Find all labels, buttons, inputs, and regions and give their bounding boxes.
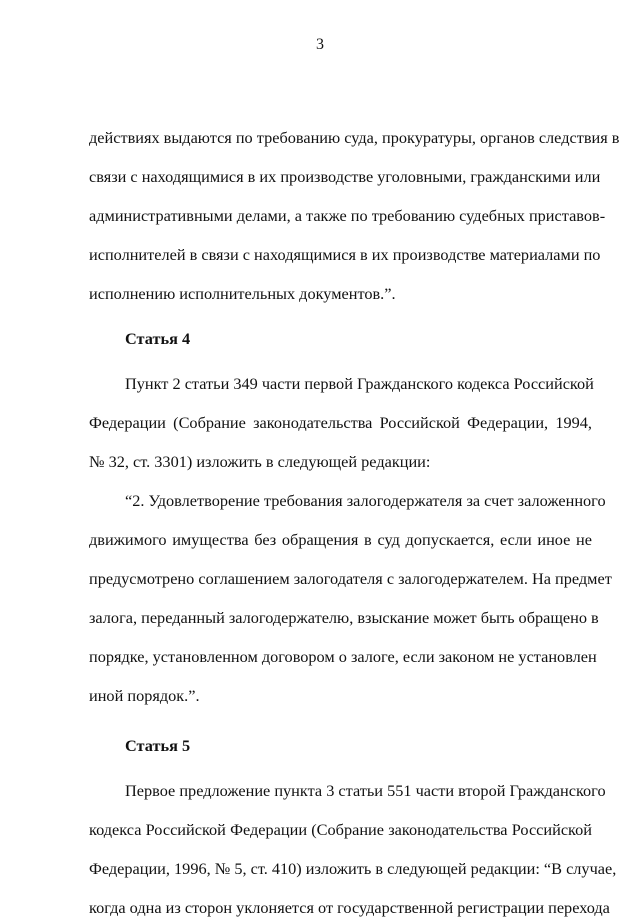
text-line: движимого имущества без обращения в суд допускается, если иное не: [89, 530, 592, 549]
text-line: действиях выдаются по требованию суда, прокуратуры, органов следствия в: [89, 128, 620, 147]
article-heading: Статья 4: [125, 329, 191, 348]
text-line: исполнителей в связи с находящимися в их производстве материалами по: [89, 245, 601, 264]
text-line: “2. Удовлетворение требования залогодержателя за счет заложенного: [125, 491, 606, 510]
article-heading: Статья 5: [125, 736, 191, 755]
text-line: Федерации, 1996, № 5, ст. 410) изложить в следующей редакции: “В случае,: [89, 859, 617, 878]
text-line: Пункт 2 статьи 349 части первой Гражданского кодекса Российской: [125, 374, 594, 393]
text-line: предусмотрено соглашением залогодателя с залогодержателем. На предмет: [89, 569, 612, 588]
text-line: связи с находящимися в их производстве уголовными, гражданскими или: [89, 167, 601, 186]
text-line: порядке, установленном договором о залоге, если законом не установлен: [89, 647, 597, 666]
text-line: кодекса Российской Федерации (Собрание законодательства Российской: [89, 820, 592, 839]
text-line: Федерации (Собрание законодательства Российской Федерации, 1994,: [89, 413, 592, 432]
text-line: исполнению исполнительных документов.”.: [89, 284, 396, 303]
text-line: Первое предложение пункта 3 статьи 551 части второй Гражданского: [125, 781, 606, 800]
text-line: административными делами, а также по требованию судебных приставов-: [89, 206, 606, 225]
text-line: залога, переданный залогодержателю, взыскание может быть обращено в: [89, 608, 599, 627]
text-line: № 32, ст. 3301) изложить в следующей редакции:: [89, 452, 431, 471]
page-number: 3: [316, 36, 324, 53]
text-line: когда одна из сторон уклоняется от государственной регистрации перехода: [89, 898, 610, 917]
text-line: иной порядок.”.: [89, 686, 200, 705]
